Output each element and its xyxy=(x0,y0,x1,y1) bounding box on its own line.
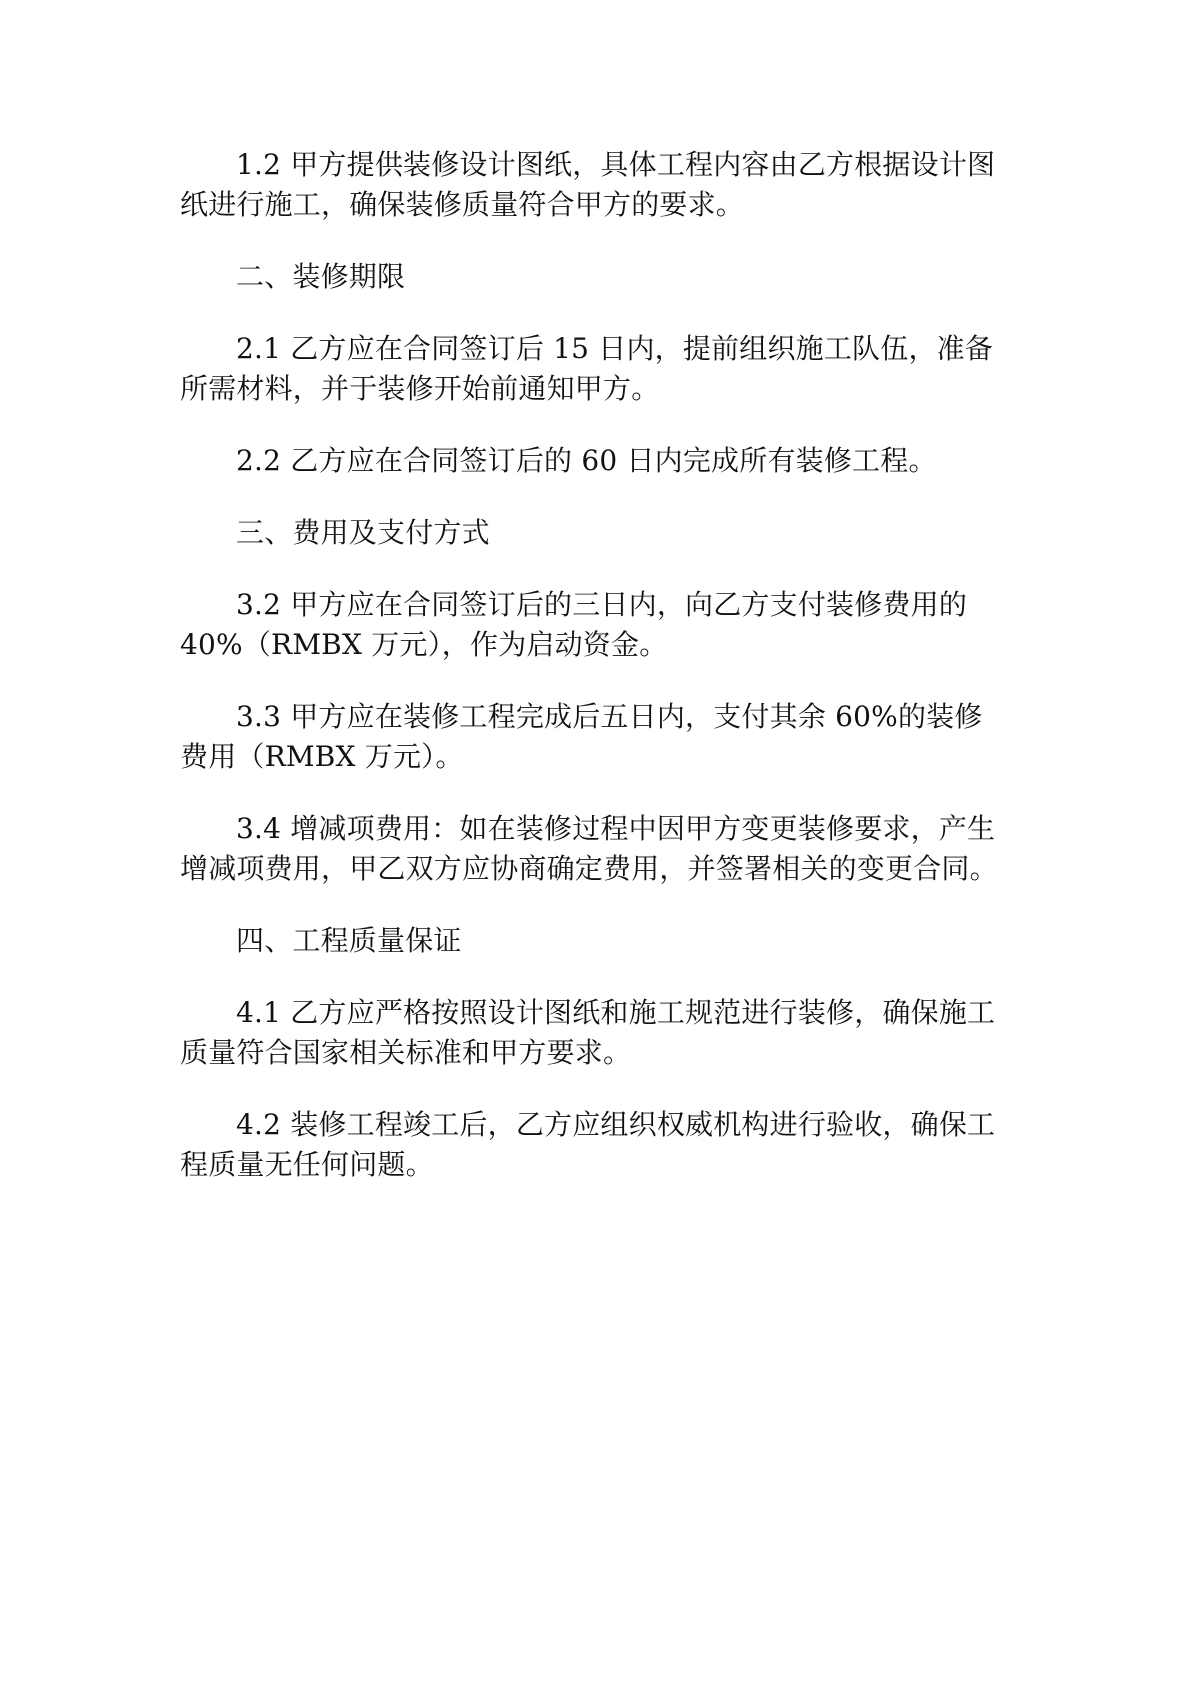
section-heading-3: 三、费用及支付方式 xyxy=(236,516,490,549)
clause-3-3: 3.3 甲方应在装修工程完成后五日内，支付其余 60%的装修费用（RMBX 万元）。 xyxy=(180,700,983,773)
clause-4-1: 4.1 乙方应严格按照设计图纸和施工规范进行装修，确保施工质量符合国家相关标准和甲方要求。 xyxy=(180,996,996,1069)
clause-2-1: 2.1 乙方应在合同签订后 15 日内，提前组织施工队伍，准备所需材料，并于装修开始前通知甲方。 xyxy=(180,332,994,405)
clause-3-4: 3.4 增减项费用：如在装修过程中因甲方变更装修要求，产生增减项费用，甲乙双方应协商确定费用，并签署相关的变更合同。 xyxy=(180,812,998,885)
section-heading-2: 二、装修期限 xyxy=(236,260,406,293)
clause-4-2: 4.2 装修工程竣工后，乙方应组织权威机构进行验收，确保工程质量无任何问题。 xyxy=(180,1108,996,1181)
clause-2-2: 2.2 乙方应在合同签订后的 60 日内完成所有装修工程。 xyxy=(236,444,937,477)
clause-3-2: 3.2 甲方应在合同签订后的三日内，向乙方支付装修费用的 40%（RMBX 万元），作为启动资金。 xyxy=(180,588,977,661)
document-body xyxy=(180,145,1010,1217)
clause-1-2: 1.2 甲方提供装修设计图纸，具体工程内容由乙方根据设计图纸进行施工，确保装修质量符合甲方的要求。 xyxy=(180,148,996,221)
section-heading-4: 四、工程质量保证 xyxy=(236,924,462,957)
